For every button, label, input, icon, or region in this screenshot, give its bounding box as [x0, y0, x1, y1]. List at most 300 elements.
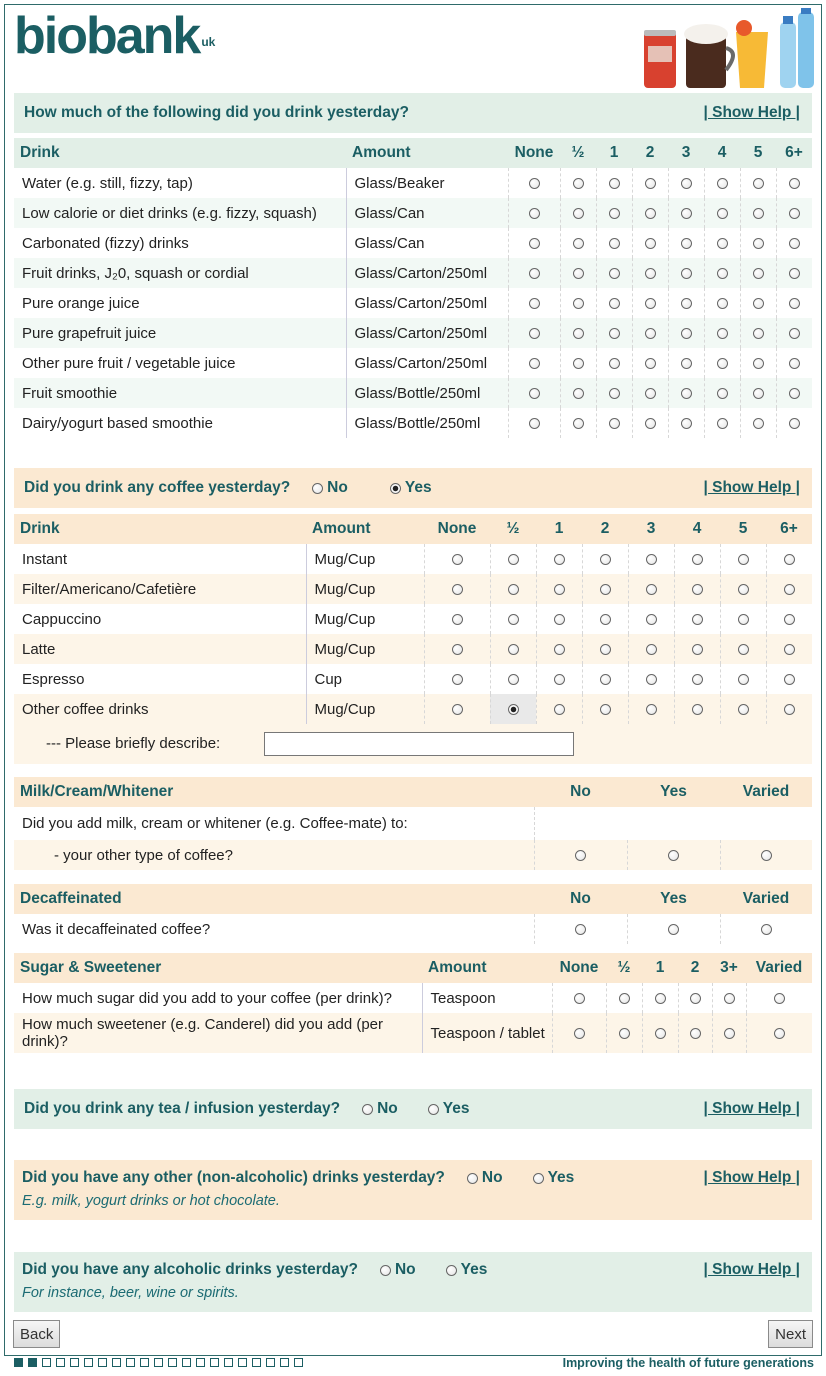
drinks-row-amount: Glass/Beaker	[346, 168, 508, 198]
progress-step-icon	[294, 1358, 303, 1367]
tea-yes-radio[interactable]: Yes	[428, 1100, 470, 1118]
drinks-amount-radio-cell	[704, 348, 740, 378]
drinks-amount-radio[interactable]	[573, 388, 584, 399]
decaf-col-no: No	[570, 890, 591, 907]
drinks-amount-radio-cell	[668, 348, 704, 378]
other-yes-radio[interactable]: Yes	[533, 1169, 575, 1187]
drinks-amount-radio[interactable]	[789, 268, 800, 279]
coffee-row-amount: Mug/Cup	[306, 574, 424, 604]
drinks-amount-radio-cell	[776, 318, 812, 348]
drinks-amount-radio[interactable]	[753, 298, 764, 309]
coffee-amount-radio[interactable]	[554, 674, 565, 685]
progress-step-icon	[28, 1358, 37, 1367]
drinks-amount-radio[interactable]	[717, 208, 728, 219]
drinks-amount-radio[interactable]	[717, 238, 728, 249]
coffee-amount-radio-cell	[424, 634, 490, 664]
tea-question-bar	[14, 1089, 812, 1129]
drinks-amount-radio[interactable]	[645, 208, 656, 219]
sugar-amount-radio[interactable]	[655, 1028, 666, 1039]
decaf-header: Decaffeinated	[20, 890, 122, 907]
coffee-amount-radio[interactable]	[784, 674, 795, 685]
sugar-amount-radio-cell	[606, 1013, 642, 1053]
drinks-amount-radio-cell	[704, 288, 740, 318]
drinks-amount-radio[interactable]	[681, 388, 692, 399]
drinks-amount-radio-cell	[668, 228, 704, 258]
alcohol-no-radio[interactable]: No	[380, 1261, 416, 1279]
coffee-amount-radio-cell	[766, 574, 812, 604]
coffee-amount-radio[interactable]	[452, 674, 463, 685]
drinks-amount-radio[interactable]	[789, 298, 800, 309]
drinks-col-header: 4	[717, 144, 727, 161]
drinks-amount-radio-cell	[668, 288, 704, 318]
decaf-col-varied: Varied	[742, 890, 790, 907]
drinks-amount-radio-cell	[596, 378, 632, 408]
coffee-amount-radio-cell	[628, 574, 674, 604]
coffee-amount-radio[interactable]	[508, 674, 519, 685]
drinks-amount-radio[interactable]	[789, 358, 800, 369]
drinks-row-amount: Glass/Carton/250ml	[346, 288, 508, 318]
progress-step-icon	[196, 1358, 205, 1367]
drinks-amount-radio[interactable]	[753, 418, 764, 429]
coffee-amount-radio[interactable]	[692, 674, 703, 685]
coffee-yes-radio[interactable]: Yes	[390, 479, 432, 497]
coffee-amount-radio[interactable]	[600, 584, 611, 595]
coffee-amount-radio[interactable]	[784, 614, 795, 625]
coffee-amount-radio-cell	[424, 664, 490, 694]
sugar-col-header: ½	[617, 959, 631, 976]
drinks-amount-radio[interactable]	[529, 238, 540, 249]
coffee-amount-radio[interactable]	[452, 644, 463, 655]
sugar-amount-radio[interactable]	[724, 993, 735, 1004]
drinks-amount-radio[interactable]	[717, 388, 728, 399]
drinks-amount-radio[interactable]	[753, 238, 764, 249]
coffee-amount-radio[interactable]	[508, 554, 519, 565]
coffee-show-help-link[interactable]: | Show Help |	[703, 479, 800, 496]
drinks-amount-radio[interactable]	[753, 358, 764, 369]
drinks-amount-radio-cell	[632, 348, 668, 378]
drinks-amount-radio[interactable]	[681, 418, 692, 429]
coffee-amount-radio[interactable]	[646, 704, 657, 715]
drinks-row-label: Pure orange juice	[22, 294, 140, 312]
drinks-amount-radio[interactable]	[529, 268, 540, 279]
drinks-row	[14, 198, 812, 228]
coffee-amount-radio[interactable]	[452, 584, 463, 595]
drinks-amount-radio[interactable]	[753, 178, 764, 189]
drinks-amount-radio-cell	[596, 258, 632, 288]
drinks-amount-radio-cell	[596, 318, 632, 348]
coffee-amount-radio-cell	[628, 544, 674, 574]
drinks-col-header: ½	[571, 144, 585, 161]
drinks-amount-radio[interactable]	[529, 328, 540, 339]
drinks-amount-radio[interactable]	[645, 268, 656, 279]
sugar-amount-radio[interactable]	[774, 993, 785, 1004]
coffee-amount-radio[interactable]	[646, 584, 657, 595]
drinks-amount-radio-cell	[740, 168, 776, 198]
sugar-amount-radio[interactable]	[574, 1028, 585, 1039]
drinks-amount-radio-cell	[508, 378, 560, 408]
coffee-amount-radio[interactable]	[452, 554, 463, 565]
drinks-amount-radio-cell	[668, 198, 704, 228]
drinks-amount-radio[interactable]	[529, 298, 540, 309]
drinks-amount-radio[interactable]	[609, 208, 620, 219]
drinks-amount-radio[interactable]	[681, 298, 692, 309]
drinks-amount-radio[interactable]	[645, 388, 656, 399]
drinks-amount-radio[interactable]	[529, 178, 540, 189]
milk-header: Milk/Cream/Whitener	[20, 783, 174, 800]
drinks-amount-radio-cell	[776, 258, 812, 288]
decaf-yes-radio[interactable]	[668, 924, 679, 935]
sugar-amount-radio-cell	[606, 983, 642, 1013]
drinks-amount-radio-cell	[596, 228, 632, 258]
drinks-amount-radio[interactable]	[753, 328, 764, 339]
drinks-amount-radio-cell	[632, 168, 668, 198]
coffee-amount-radio-cell	[582, 694, 628, 724]
coffee-amount-radio-cell	[536, 694, 582, 724]
coffee-amount-radio[interactable]	[738, 704, 749, 715]
decaf-row	[14, 914, 812, 944]
coffee-amount-radio-cell	[424, 544, 490, 574]
tea-show-help-link[interactable]: | Show Help |	[703, 1100, 800, 1117]
describe-label: --- Please briefly describe:	[46, 734, 221, 752]
sugar-amount-radio[interactable]	[619, 1028, 630, 1039]
coffee-amount-radio-cell	[490, 664, 536, 694]
coffee-row-amount: Mug/Cup	[306, 544, 424, 574]
drinks-amount-radio[interactable]	[789, 328, 800, 339]
sugar-amount-radio[interactable]	[655, 993, 666, 1004]
drinks-amount-radio[interactable]	[573, 268, 584, 279]
coffee-amount-radio[interactable]	[508, 584, 519, 595]
drinks-amount-radio[interactable]	[573, 418, 584, 429]
drinks-amount-radio[interactable]	[789, 238, 800, 249]
coffee-row	[14, 634, 812, 664]
coffee-amount-radio[interactable]	[452, 704, 463, 715]
milk-table	[14, 777, 812, 870]
drinks-amount-radio-cell	[508, 348, 560, 378]
drinks-amount-radio[interactable]	[717, 418, 728, 429]
drinks-question-bar	[14, 93, 812, 133]
drinks-row-amount: Glass/Bottle/250ml	[346, 378, 508, 408]
drinks-amount-radio[interactable]	[753, 208, 764, 219]
coffee-table	[14, 514, 812, 764]
drinks-amount-radio-cell	[704, 168, 740, 198]
drinks-amount-radio-cell	[704, 198, 740, 228]
coffee-amount-radio[interactable]	[600, 674, 611, 685]
drinks-amount-radio-cell	[776, 288, 812, 318]
back-button[interactable]: Back	[13, 1320, 60, 1348]
describe-input[interactable]	[264, 732, 574, 756]
milk-question-row	[14, 807, 812, 840]
tea-no-radio[interactable]: No	[362, 1100, 398, 1118]
drinks-amount-radio-cell	[632, 258, 668, 288]
coffee-row	[14, 544, 812, 574]
drinks-col-header: Drink	[20, 144, 60, 161]
progress-step-icon	[182, 1358, 191, 1367]
coffee-amount-radio-cell	[674, 664, 720, 694]
drinks-col-header: 6+	[785, 144, 803, 161]
drinks-amount-radio[interactable]	[681, 358, 692, 369]
coffee-row	[14, 664, 812, 694]
drinks-amount-radio[interactable]	[717, 328, 728, 339]
coffee-col-header: Drink	[20, 520, 60, 537]
coffee-amount-radio[interactable]	[692, 704, 703, 715]
coffee-row-amount: Cup	[306, 664, 424, 694]
coffee-amount-radio[interactable]	[554, 614, 565, 625]
coffee-amount-radio-cell	[720, 694, 766, 724]
drinks-amount-radio-cell	[596, 348, 632, 378]
drinks-amount-radio-cell	[632, 228, 668, 258]
coffee-amount-radio[interactable]	[646, 644, 657, 655]
drinks-amount-radio[interactable]	[681, 208, 692, 219]
alcohol-question: Did you have any alcoholic drinks yesterday?	[22, 1261, 358, 1278]
other-show-help-link[interactable]: | Show Help |	[703, 1169, 800, 1186]
drinks-amount-radio[interactable]	[789, 388, 800, 399]
coffee-col-header: ½	[506, 520, 520, 537]
coffee-row-label: Instant	[22, 550, 68, 568]
drinks-amount-radio[interactable]	[529, 358, 540, 369]
coffee-question: Did you drink any coffee yesterday?	[24, 479, 291, 496]
drinks-amount-radio[interactable]	[717, 298, 728, 309]
drinks-amount-radio[interactable]	[609, 328, 620, 339]
sugar-amount-radio[interactable]	[574, 993, 585, 1004]
radio-icon	[446, 1265, 457, 1276]
coffee-amount-radio-cell	[720, 574, 766, 604]
coffee-amount-radio[interactable]	[600, 704, 611, 715]
drinks-amount-radio[interactable]	[573, 298, 584, 309]
drinks-amount-radio[interactable]	[681, 328, 692, 339]
coffee-amount-radio-cell	[490, 544, 536, 574]
coffee-amount-radio[interactable]	[738, 584, 749, 595]
sugar-amount-radio[interactable]	[724, 1028, 735, 1039]
drinks-amount-radio[interactable]	[609, 268, 620, 279]
coffee-col-header: 3	[646, 520, 656, 537]
sugar-amount-radio-cell	[552, 983, 606, 1013]
coffee-amount-radio[interactable]	[554, 584, 565, 595]
drinks-show-help-link[interactable]: | Show Help |	[703, 104, 800, 121]
drinks-amount-radio-cell	[704, 258, 740, 288]
drinks-amount-radio-cell	[740, 408, 776, 438]
coffee-amount-radio[interactable]	[554, 554, 565, 565]
coffee-amount-radio-cell	[490, 634, 536, 664]
milk-question: Did you add milk, cream or whitener (e.g. Coffee-mate) to:	[22, 815, 408, 832]
coffee-amount-radio[interactable]	[784, 584, 795, 595]
drinks-amount-radio[interactable]	[573, 208, 584, 219]
drinks-amount-radio[interactable]	[789, 208, 800, 219]
coffee-amount-radio[interactable]	[508, 614, 519, 625]
drinks-amount-radio[interactable]	[681, 178, 692, 189]
coffee-amount-radio[interactable]	[738, 554, 749, 565]
decaf-varied-radio[interactable]	[761, 924, 772, 935]
drinks-row	[14, 318, 812, 348]
coffee-amount-radio[interactable]	[554, 704, 565, 715]
drinks-amount-radio[interactable]	[645, 238, 656, 249]
sugar-amount-radio[interactable]	[690, 1028, 701, 1039]
coffee-row-label: Espresso	[22, 670, 85, 688]
alcohol-question-bar	[14, 1252, 812, 1312]
drinks-row	[14, 348, 812, 378]
drinks-amount-radio[interactable]	[753, 268, 764, 279]
coffee-amount-radio-cell	[582, 574, 628, 604]
biobank-logo: biobank $^{uk}$	[14, 7, 216, 65]
coffee-amount-radio-cell	[674, 694, 720, 724]
progress-step-icon	[84, 1358, 93, 1367]
coffee-amount-radio[interactable]	[508, 704, 519, 715]
drinks-amount-radio-cell	[668, 408, 704, 438]
sugar-amount-radio-cell	[552, 1013, 606, 1053]
drinks-amount-radio[interactable]	[529, 208, 540, 219]
sugar-amount-radio[interactable]	[619, 993, 630, 1004]
drinks-row-label: Fruit smoothie	[22, 384, 118, 402]
sugar-table-wrap	[14, 953, 812, 1053]
drinks-amount-radio[interactable]	[609, 388, 620, 399]
sugar-row	[14, 1013, 812, 1053]
coffee-amount-radio[interactable]	[738, 644, 749, 655]
drinks-amount-radio[interactable]	[529, 388, 540, 399]
drinks-amount-radio-cell	[508, 318, 560, 348]
sugar-col-header: 1	[655, 959, 665, 976]
coffee-amount-radio[interactable]	[692, 554, 703, 565]
drinks-amount-radio-cell	[776, 168, 812, 198]
sugar-row-label: How much sugar did you add to your coffee (per drink)?	[22, 989, 392, 1007]
progress-step-icon	[126, 1358, 135, 1367]
drinks-amount-radio[interactable]	[717, 358, 728, 369]
drinks-amount-radio-cell	[508, 228, 560, 258]
coffee-amount-radio[interactable]	[600, 614, 611, 625]
coffee-amount-radio[interactable]	[646, 674, 657, 685]
drinks-amount-radio-cell	[668, 318, 704, 348]
progress-step-icon	[70, 1358, 79, 1367]
sugar-col-header: Sugar & Sweetener	[20, 959, 162, 976]
drinks-col-header: None	[514, 144, 554, 161]
coffee-col-header: 6+	[780, 520, 798, 537]
sugar-amount-radio[interactable]	[690, 993, 701, 1004]
drinks-row-label: Fruit drinks, J₂0, squash or cordial	[22, 264, 249, 282]
drinks-amount-radio[interactable]	[645, 328, 656, 339]
drinks-amount-radio[interactable]	[789, 418, 800, 429]
coffee-amount-radio[interactable]	[646, 554, 657, 565]
drinks-amount-radio[interactable]	[645, 178, 656, 189]
coffee-amount-radio[interactable]	[738, 674, 749, 685]
coffee-amount-radio[interactable]	[784, 644, 795, 655]
coffee-no-radio[interactable]: No	[312, 479, 348, 497]
next-button[interactable]: Next	[768, 1320, 813, 1348]
coffee-amount-radio-cell	[766, 664, 812, 694]
coffee-amount-radio-cell	[424, 604, 490, 634]
coffee-col-header: None	[437, 520, 477, 537]
alcohol-yes-radio[interactable]: Yes	[446, 1261, 488, 1279]
drinks-amount-radio[interactable]	[609, 298, 620, 309]
drinks-amount-radio-cell	[776, 348, 812, 378]
tea-question: Did you drink any tea / infusion yesterday?	[24, 1100, 341, 1117]
drinks-row-amount: Glass/Carton/250ml	[346, 258, 508, 288]
milk-col-yes: Yes	[660, 783, 687, 800]
drinks-amount-radio[interactable]	[753, 388, 764, 399]
drinks-amount-radio-cell	[560, 318, 596, 348]
milk-no-radio[interactable]	[575, 850, 586, 861]
drinks-amount-radio[interactable]	[717, 178, 728, 189]
drinks-amount-radio[interactable]	[789, 178, 800, 189]
coffee-amount-radio-cell	[674, 604, 720, 634]
progress-indicator	[14, 1358, 303, 1367]
drinks-row-amount: Glass/Carton/250ml	[346, 318, 508, 348]
coffee-amount-radio[interactable]	[646, 614, 657, 625]
drinks-amount-radio[interactable]	[645, 418, 656, 429]
drinks-table-wrap	[14, 138, 812, 438]
drinks-amount-radio[interactable]	[609, 358, 620, 369]
sugar-amount-radio-cell	[642, 983, 678, 1013]
drinks-amount-radio[interactable]	[573, 328, 584, 339]
coffee-amount-radio[interactable]	[600, 554, 611, 565]
coffee-amount-radio[interactable]	[692, 584, 703, 595]
drinks-amount-radio[interactable]	[645, 358, 656, 369]
drinks-row-label: Carbonated (fizzy) drinks	[22, 234, 189, 252]
coffee-amount-radio-cell	[628, 694, 674, 724]
coffee-amount-radio[interactable]	[508, 644, 519, 655]
drinks-amount-radio[interactable]	[609, 178, 620, 189]
radio-icon	[312, 483, 323, 494]
drinks-amount-radio[interactable]	[681, 238, 692, 249]
progress-step-icon	[56, 1358, 65, 1367]
coffee-amount-radio-cell	[628, 604, 674, 634]
decaf-no-radio[interactable]	[575, 924, 586, 935]
drinks-amount-radio[interactable]	[681, 268, 692, 279]
coffee-amount-radio[interactable]	[554, 644, 565, 655]
drinks-amount-radio[interactable]	[573, 178, 584, 189]
drinks-amount-radio-cell	[776, 198, 812, 228]
coffee-amount-radio[interactable]	[738, 614, 749, 625]
drinks-amount-radio-cell	[560, 348, 596, 378]
drinks-amount-radio[interactable]	[645, 298, 656, 309]
sugar-amount-radio-cell	[746, 1013, 812, 1053]
coffee-amount-radio[interactable]	[784, 704, 795, 715]
coffee-question-bar	[14, 468, 812, 508]
drinks-row-amount: Glass/Can	[346, 198, 508, 228]
drinks-amount-radio[interactable]	[573, 238, 584, 249]
sugar-amount-radio[interactable]	[774, 1028, 785, 1039]
drinks-amount-radio[interactable]	[717, 268, 728, 279]
drinks-amount-radio-cell	[740, 318, 776, 348]
drinks-question: How much of the following did you drink yesterday?	[24, 104, 409, 121]
decaf-question: Was it decaffeinated coffee?	[22, 920, 211, 938]
drinks-amount-radio-cell	[668, 168, 704, 198]
coffee-amount-radio[interactable]	[784, 554, 795, 565]
drinks-amount-radio-cell	[560, 408, 596, 438]
drinks-amount-radio-cell	[632, 378, 668, 408]
drinks-amount-radio-cell	[596, 168, 632, 198]
drinks-amount-radio-cell	[508, 168, 560, 198]
drinks-amount-radio[interactable]	[529, 418, 540, 429]
drinks-row	[14, 408, 812, 438]
coffee-amount-radio[interactable]	[692, 644, 703, 655]
drinks-amount-radio[interactable]	[609, 238, 620, 249]
coffee-amount-radio[interactable]	[692, 614, 703, 625]
drinks-row	[14, 228, 812, 258]
drinks-amount-radio-cell	[740, 198, 776, 228]
coffee-amount-radio[interactable]	[600, 644, 611, 655]
other-hint: E.g. milk, yogurt drinks or hot chocolate.	[22, 1193, 280, 1209]
tagline: Improving the health of future generations	[562, 1356, 814, 1370]
milk-varied-radio[interactable]	[761, 850, 772, 861]
coffee-amount-radio-cell	[720, 544, 766, 574]
drinks-amount-radio-cell	[632, 288, 668, 318]
alcohol-hint: For instance, beer, wine or spirits.	[22, 1285, 239, 1301]
other-no-radio[interactable]: No	[467, 1169, 503, 1187]
radio-icon	[428, 1104, 439, 1115]
alcohol-show-help-link[interactable]: | Show Help |	[703, 1261, 800, 1278]
drinks-amount-radio[interactable]	[573, 358, 584, 369]
milk-yes-radio[interactable]	[668, 850, 679, 861]
drinks-amount-radio[interactable]	[609, 418, 620, 429]
coffee-amount-radio[interactable]	[452, 614, 463, 625]
